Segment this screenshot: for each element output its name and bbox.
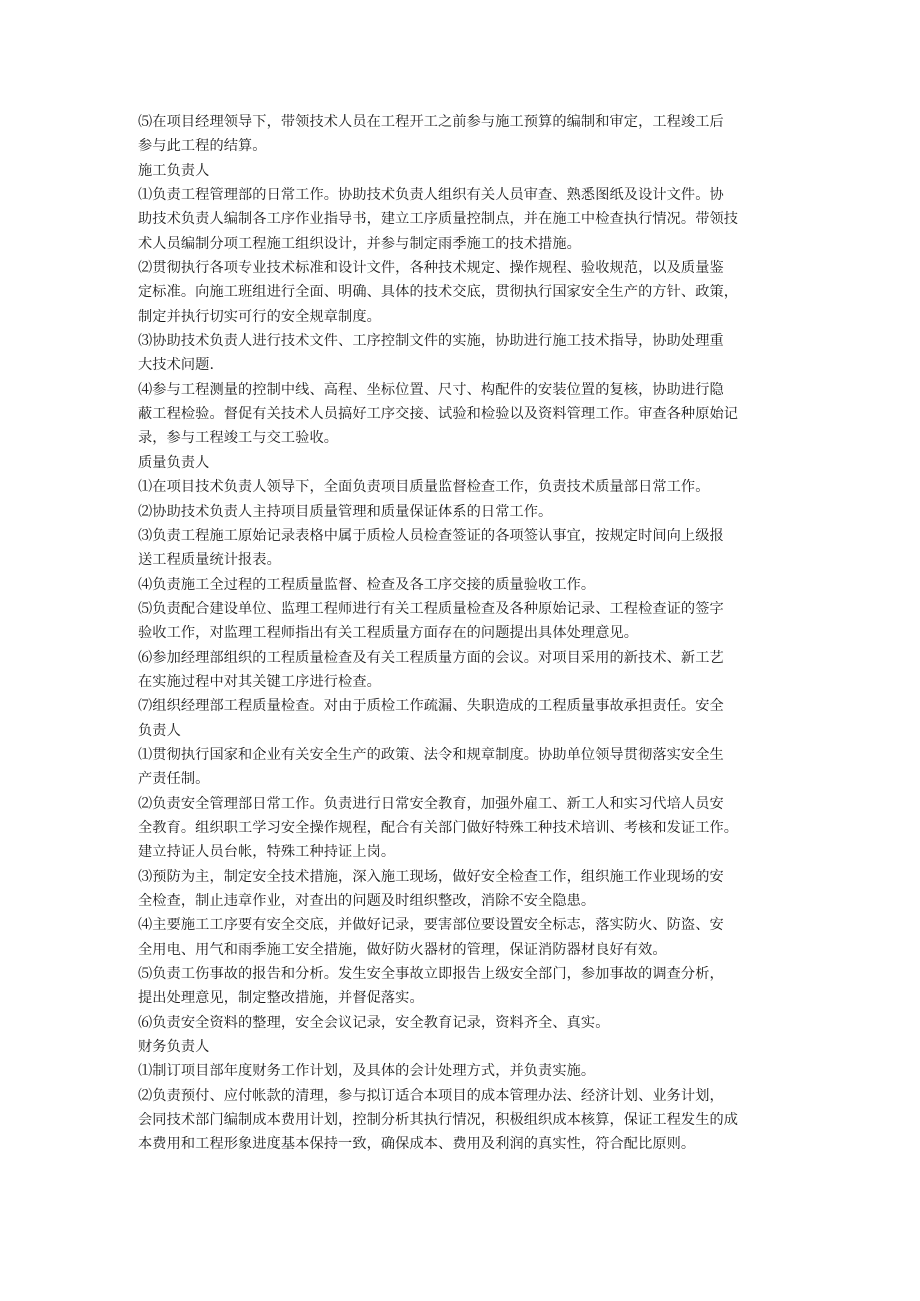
text-line: ⑶协助技术负责人进行技术文件、工序控制文件的实施，协助进行施工技术指导，协助处理重 [138, 333, 724, 350]
text-line: ⑸在项目经理领导下，带领技术人员在工程开工之前参与施工预算的编制和审定，工程竣工后 [138, 114, 724, 130]
text-line: ⑸负责配合建设单位、监理工程师进行有关工程质量检查及各种原始记录、工程检查证的签字 [138, 600, 724, 617]
document-page [138, 110, 798, 1157]
text-line: 录，参与工程竣工与交工验收。 [138, 430, 339, 447]
text-line: ⑴贯彻执行国家和企业有关安全生产的政策、法令和规章制度。协助单位领导贯彻落实安全生 [138, 746, 724, 763]
text-line: 制定并执行切实可行的安全规章制度。 [138, 308, 381, 325]
text-line: 在实施过程中对其关键工序进行检查。 [138, 673, 381, 690]
text-line: 参与此工程的结算。 [138, 138, 267, 155]
text-line: 负责人 [138, 722, 181, 739]
text-line: 送工程质量统计报表。 [138, 552, 281, 569]
text-line: ⑹参加经理部组织的工程质量检查及有关工程质量方面的会议。对项目采用的新技术、新工艺 [138, 649, 724, 666]
text-line: 全用电、用气和雨季施工安全措施，做好防火器材的管理，保证消防器材良好有效。 [138, 941, 667, 958]
text-line: 提出处理意见，制定整改措施，并督促落实。 [138, 990, 424, 1007]
text-line: ⑵贯彻执行各项专业技术标准和设计文件，各种技术规定、操作规程、验收规范，以及质量鉴 [138, 260, 724, 277]
text-line: ⑸负责工伤事故的报告和分析。发生安全事故立即报告上级安全部门，参加事故的调查分析， [138, 966, 724, 983]
section-heading: 财务负责人 [138, 1039, 210, 1056]
text-line: ⑴在项目技术负责人领导下，全面负责项目质量监督检查工作，负责技术质量部日常工作。 [138, 479, 710, 496]
text-line: 大技术问题. [138, 357, 215, 374]
text-line: ⑷负责施工全过程的工程质量监督、检查及各工序交接的质量验收工作。 [138, 576, 596, 593]
section-heading: 施工负责人 [138, 162, 210, 179]
text-line: ⑷主要施工工序要有安全交底，并做好记录，要害部位要设置安全标志，落实防火、防盗、安 [138, 917, 724, 934]
text-line: 全教育。组织职工学习安全操作规程，配合有关部门做好特殊工种技术培训、考核和发证工作。 [138, 819, 739, 836]
text-line: 会同技术部门编制成本费用计划，控制分析其执行情况，积极组织成本核算，保证工程发生的成 [138, 1112, 739, 1129]
text-line: ⑵负责预付、应付帐款的清理，参与拟订适合本项目的成本管理办法、经济计划、业务计划， [138, 1087, 724, 1104]
text-line: 助技术负责人编制各工序作业指导书，建立工序质量控制点，并在施工中检查执行情况。带领技 [138, 211, 739, 228]
text-line: 验收工作，对监理工程师指出有关工程质量方面存在的问题提出具体处理意见。 [138, 625, 639, 642]
text-line: 本费用和工程形象进度基本保持一致，确保成本、费用及利润的真实性，符合配比原则。 [138, 1136, 696, 1153]
text-line: ⑹负责安全资料的整理，安全会议记录，安全教育记录，资料齐全、真实。 [138, 1014, 610, 1031]
text-line: 建立持证人员台帐，特殊工种持证上岗。 [138, 844, 396, 861]
text-line: ⑷参与工程测量的控制中线、高程、坐标位置、尺寸、构配件的安装位置的复核，协助进行隐 [138, 381, 724, 398]
text-line: ⑵协助技术负责人主持项目质量管理和质量保证体系的日常工作。 [138, 503, 553, 520]
text-line: 蔽工程检验。督促有关技术人员搞好工序交接、试验和检验以及资料管理工作。审查各种原始记 [138, 406, 739, 423]
text-line: 全检查，制止违章作业，对查出的问题及时组织整改，消除不安全隐患。 [138, 893, 596, 909]
text-line: ⑵负责安全管理部日常工作。负责进行日常安全教育，加强外雇工、新工人和实习代培人员安 [138, 795, 724, 812]
text-line: 定标准。向施工班组进行全面、明确、具体的技术交底，贯彻执行国家安全生产的方针、政策， [138, 284, 739, 301]
text-line: ⑴负责工程管理部的日常工作。协助技术负责人组织有关人员审查、熟悉图纸及设计文件。协 [138, 187, 724, 204]
text-line: ⑴制订项目部年度财务工作计划，及具体的会计处理方式，并负责实施。 [138, 1063, 596, 1080]
text-line: ⑶负责工程施工原始记录表格中属于质检人员检查签证的各项签认事宜，按规定时间向上级报 [138, 527, 724, 544]
text-line: 产责任制。 [138, 771, 210, 788]
text-line: ⑶预防为主，制定安全技术措施，深入施工现场，做好安全检查工作，组织施工作业现场的安 [138, 868, 724, 885]
text-line: ⑺组织经理部工程质量检查。对由于质检工作疏漏、失职造成的工程质量事故承担责任。安全 [138, 698, 724, 715]
section-heading: 质量负责人 [138, 454, 210, 471]
text-line: 术人员编制分项工程施工组织设计，并参与制定雨季施工的技术措施。 [138, 235, 581, 252]
